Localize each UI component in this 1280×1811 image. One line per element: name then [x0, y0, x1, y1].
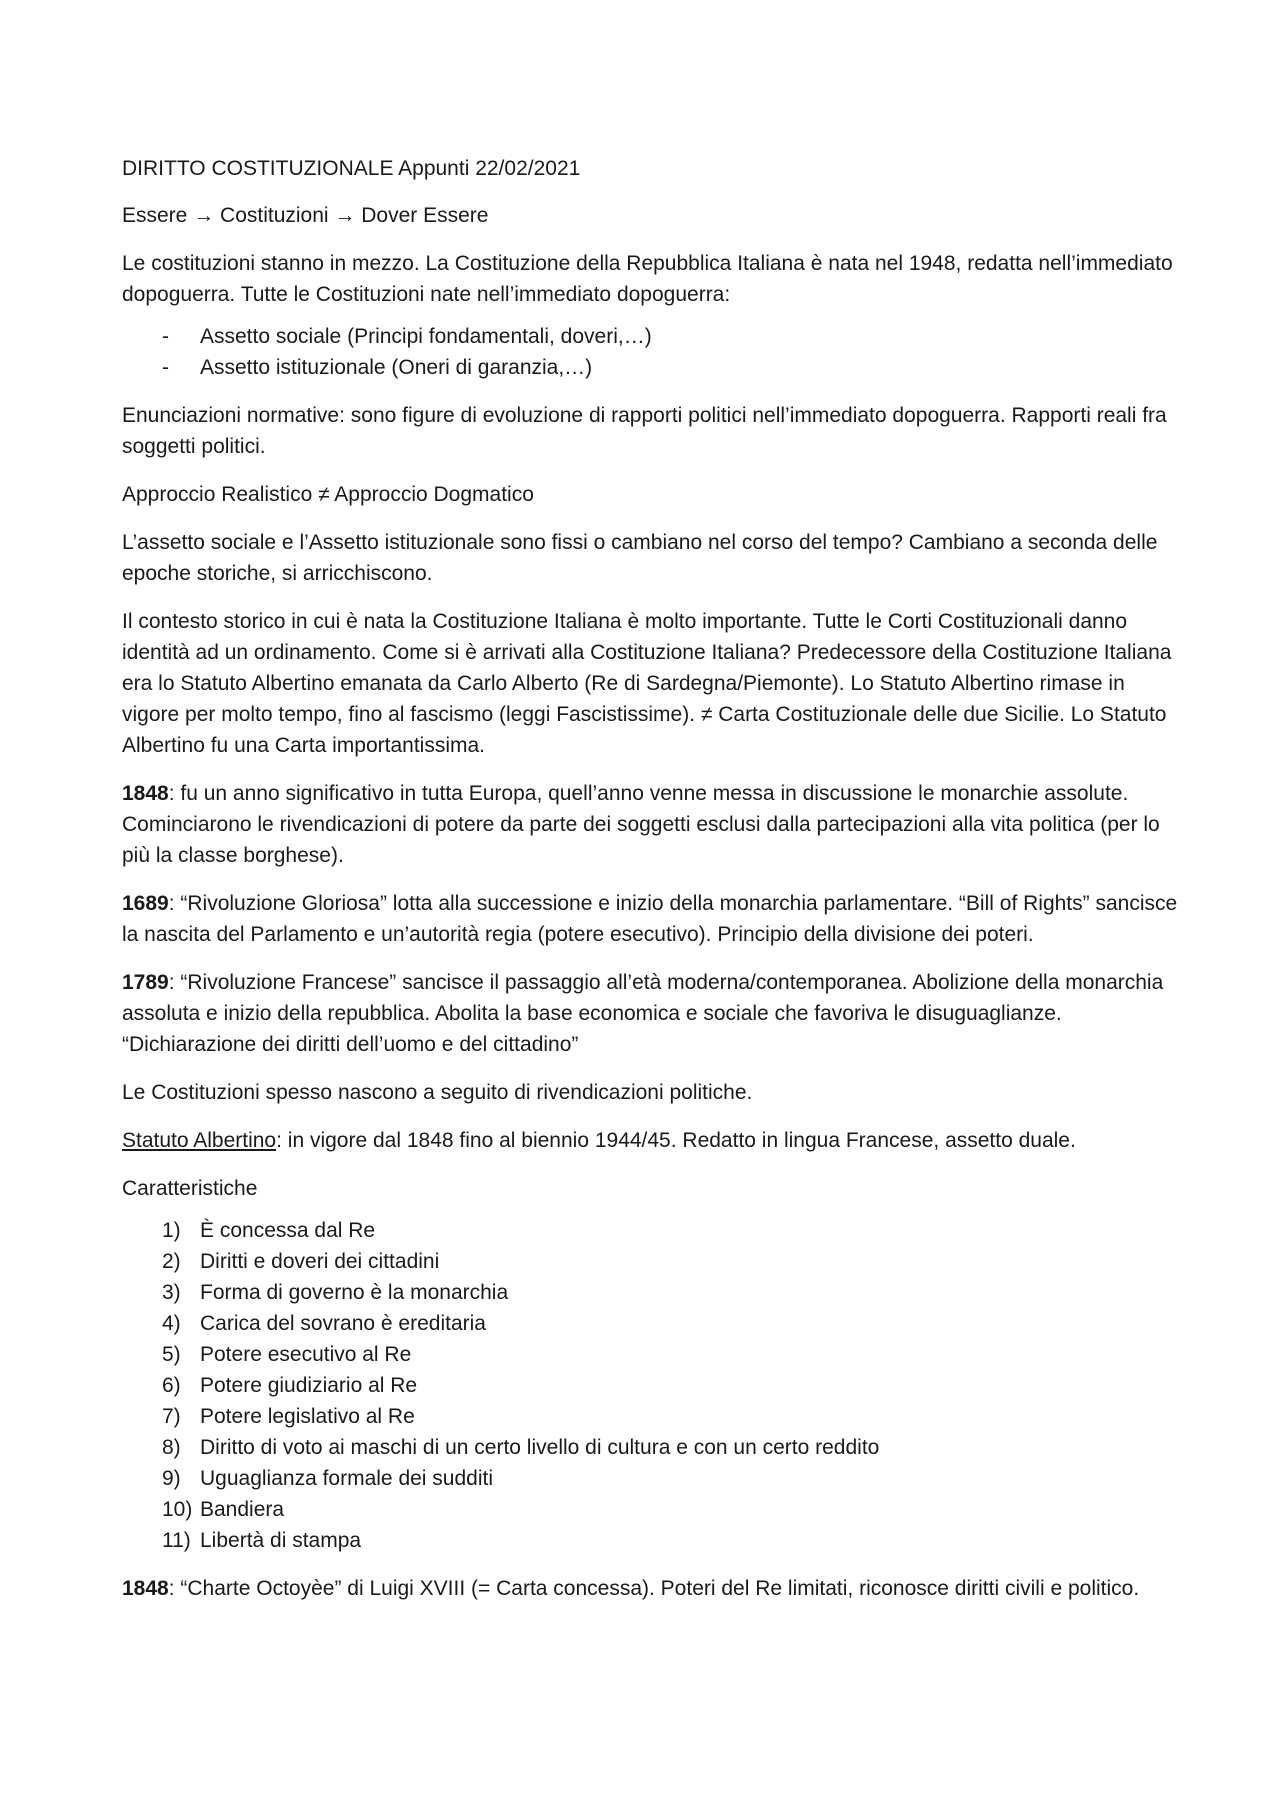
- paragraph-enunciazioni: Enunciazioni normative: sono figure di evoluzione di rapporti politici nell’immediato dopoguerra. Rapporti reali fra soggetti politici.: [122, 404, 1167, 458]
- year-label: 1789: [122, 971, 169, 994]
- list-item: 10) Bandiera: [162, 1498, 285, 1521]
- paragraph-rivendicazioni: Le Costituzioni spesso nascono a seguito di rivendicazioni politiche.: [122, 1081, 753, 1104]
- list-item: 1) È concessa dal Re: [162, 1219, 376, 1242]
- list-item: 9) Uguaglianza formale dei sudditi: [162, 1467, 494, 1490]
- underlined-term: Statuto Albertino: [122, 1129, 277, 1152]
- paragraph-charte-octoyee: 1848: “Charte Octoyèe” di Luigi XVIII (= Carta concessa). Poteri del Re limitati, riconosce diritti civili e politico.: [122, 1577, 1140, 1600]
- paragraph-approccio: Approccio Realistico ≠ Approccio Dogmatico: [122, 483, 534, 506]
- year-label: 1848: [122, 782, 169, 805]
- paragraph-1789: 1789: “Rivoluzione Francese” sancisce il passaggio all’età moderna/contemporanea. Abolizione della monarchia assoluta e inizio della repubblica. Abolita la base economica e sociale che favoriva le disuguaglianze. “Dichiarazione dei diritti dell’uomo e del cittadino”: [122, 971, 1164, 1056]
- document-body: [122, 153, 1182, 1621]
- list-item: 2) Diritti e doveri dei cittadini: [162, 1250, 440, 1273]
- list-item: - Assetto istituzionale (Oneri di garanzia,…): [162, 356, 593, 379]
- list-item: 11) Libertà di stampa: [162, 1529, 362, 1552]
- list-item: 7) Potere legislativo al Re: [162, 1405, 415, 1428]
- flow-line: Essere → Costituzioni → Dover Essere: [122, 204, 489, 227]
- paragraph-assetto-question: L’assetto sociale e l’Assetto istituzionale sono fissi o cambiano nel corso del tempo? Cambiano a seconda delle epoche storiche, si arricchiscono.: [122, 531, 1158, 585]
- document-title: DIRITTO COSTITUZIONALE Appunti 22/02/2021: [122, 157, 581, 180]
- paragraph-contesto-storico: Il contesto storico in cui è nata la Costituzione Italiana è molto importante. Tutte le Corti Costituzionali danno identità ad un ordinamento. Come si è arrivati alla Costituzione Italiana? Predecessore della Costituzione Italiana era lo Statuto Albertino emanata da Carlo Alberto (Re di Sardegna/Piemonte). Lo Statuto Albertino rimase in vigore per molto tempo, fino al fascismo (leggi Fascistissime). ≠ Carta Costituzionale delle due Sicilie. Lo Statuto Albertino fu una Carta importantissima.: [122, 610, 1172, 757]
- paragraph-statuto-albertino: Statuto Albertino: in vigore dal 1848 fino al biennio 1944/45. Redatto in lingua Francese, assetto duale.: [122, 1129, 1076, 1152]
- list-item: 8) Diritto di voto ai maschi di un certo livello di cultura e con un certo reddito: [162, 1436, 880, 1459]
- paragraph-constitution-intro: Le costituzioni stanno in mezzo. La Costituzione della Repubblica Italiana è nata nel 1948, redatta nell’immediato dopoguerra. Tutte le Costituzioni nate nell’immediato dopoguerra:: [122, 252, 1173, 306]
- paragraph-1689: 1689: “Rivoluzione Gloriosa” lotta alla successione e inizio della monarchia parlamentare. “Bill of Rights” sancisce la nascita del Parlamento e un’autorità regia (potere esecutivo). Principio della divisione dei poteri.: [122, 892, 1178, 946]
- caratteristiche-heading: Caratteristiche: [122, 1177, 258, 1200]
- list-item: 3) Forma di governo è la monarchia: [162, 1281, 509, 1304]
- list-item: 5) Potere esecutivo al Re: [162, 1343, 412, 1366]
- list-item: - Assetto sociale (Principi fondamentali, doveri,…): [162, 325, 652, 348]
- list-item: 4) Carica del sovrano è ereditaria: [162, 1312, 486, 1335]
- paragraph-1848: 1848: fu un anno significativo in tutta Europa, quell’anno venne messa in discussione le monarchie assolute. Cominciarono le rivendicazioni di potere da parte dei soggetti esclusi dalla partecipazioni alla vita politica (per lo più la classe borghese).: [122, 782, 1160, 867]
- assetto-list: [122, 321, 1182, 383]
- caratteristiche-list: [122, 1215, 1182, 1556]
- year-label: 1689: [122, 892, 169, 915]
- list-item: 6) Potere giudiziario al Re: [162, 1374, 418, 1397]
- year-label: 1848: [122, 1577, 169, 1600]
